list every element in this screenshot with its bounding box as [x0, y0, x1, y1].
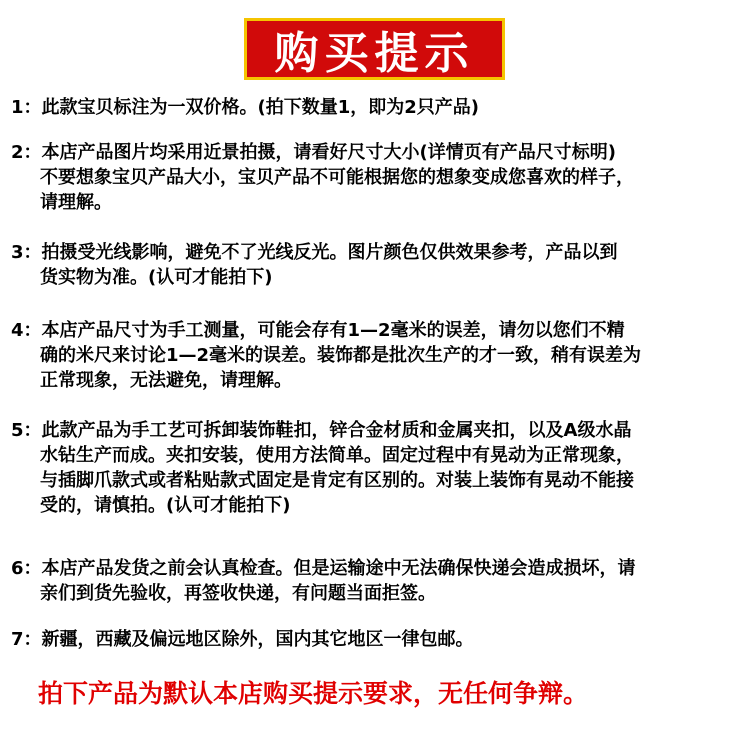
notice-line: 请理解。: [40, 192, 112, 213]
footer-warning: 拍下产品为默认本店购买提示要求，无任何争辩。: [38, 679, 589, 708]
notice-line: 确的米尺来讨论1—2毫米的误差。装饰都是批次生产的才一致，稍有误差为: [40, 345, 642, 366]
notice-item-5: [11, 418, 743, 518]
notice-item-1: [11, 95, 743, 120]
notice-line: 此款产品为手工艺可拆卸装饰鞋扣，锌合金材质和金属夹扣，以及A级水晶: [41, 420, 632, 441]
notice-number: 6：: [11, 558, 42, 579]
notice-item-2: [11, 140, 743, 215]
page-title: 购买提示: [274, 28, 475, 79]
title-banner: [244, 18, 505, 80]
notice-line: 拍摄受光线影响，避免不了光线反光。图片颜色仅供效果参考，产品以到: [41, 242, 618, 263]
notice-line: 本店产品尺寸为手工测量，可能会存有1—2毫米的误差，请勿以您们不精: [41, 320, 625, 341]
notice-line: 不要想象宝贝产品大小，宝贝产品不可能根据您的想象变成您喜欢的样子，: [40, 167, 634, 188]
notice-number: 3：: [11, 242, 42, 263]
notice-item-4: [11, 318, 743, 393]
notice-line: 本店产品发货之前会认真检查。但是运输途中无法确保快递会造成损坏，请: [41, 558, 636, 579]
notice-line: 亲们到货先验收，再签收快递，有问题当面拒签。: [40, 583, 436, 604]
notice-item-7: [11, 627, 743, 652]
notice-number: 4：: [11, 320, 42, 341]
notice-number: 2：: [11, 142, 42, 163]
notice-number: 7：: [11, 629, 42, 650]
notice-line: 货实物为准。(认可才能拍下): [40, 267, 273, 288]
notice-number: 5：: [11, 420, 42, 441]
notice-number: 1：: [11, 97, 42, 118]
notice-line: 受的，请慎拍。(认可才能拍下): [40, 495, 291, 516]
notice-line: 此款宝贝标注为一双价格。(拍下数量1，即为2只产品): [41, 97, 480, 118]
notice-line: 与插脚爪款式或者粘贴款式固定是肯定有区别的。对装上装饰有晃动不能接: [40, 470, 634, 491]
notice-item-6: [11, 556, 743, 606]
notice-line: 正常现象，无法避免，请理解。: [40, 370, 292, 391]
notice-line: 水钻生产而成。夹扣安装，使用方法简单。固定过程中有晃动为正常现象，: [40, 445, 634, 466]
notice-line: 本店产品图片均采用近景拍摄，请看好尺寸大小(详情页有产品尺寸标明): [41, 142, 616, 163]
notice-item-3: [11, 240, 743, 290]
notice-line: 新疆，西藏及偏远地区除外，国内其它地区一律包邮。: [41, 629, 474, 650]
